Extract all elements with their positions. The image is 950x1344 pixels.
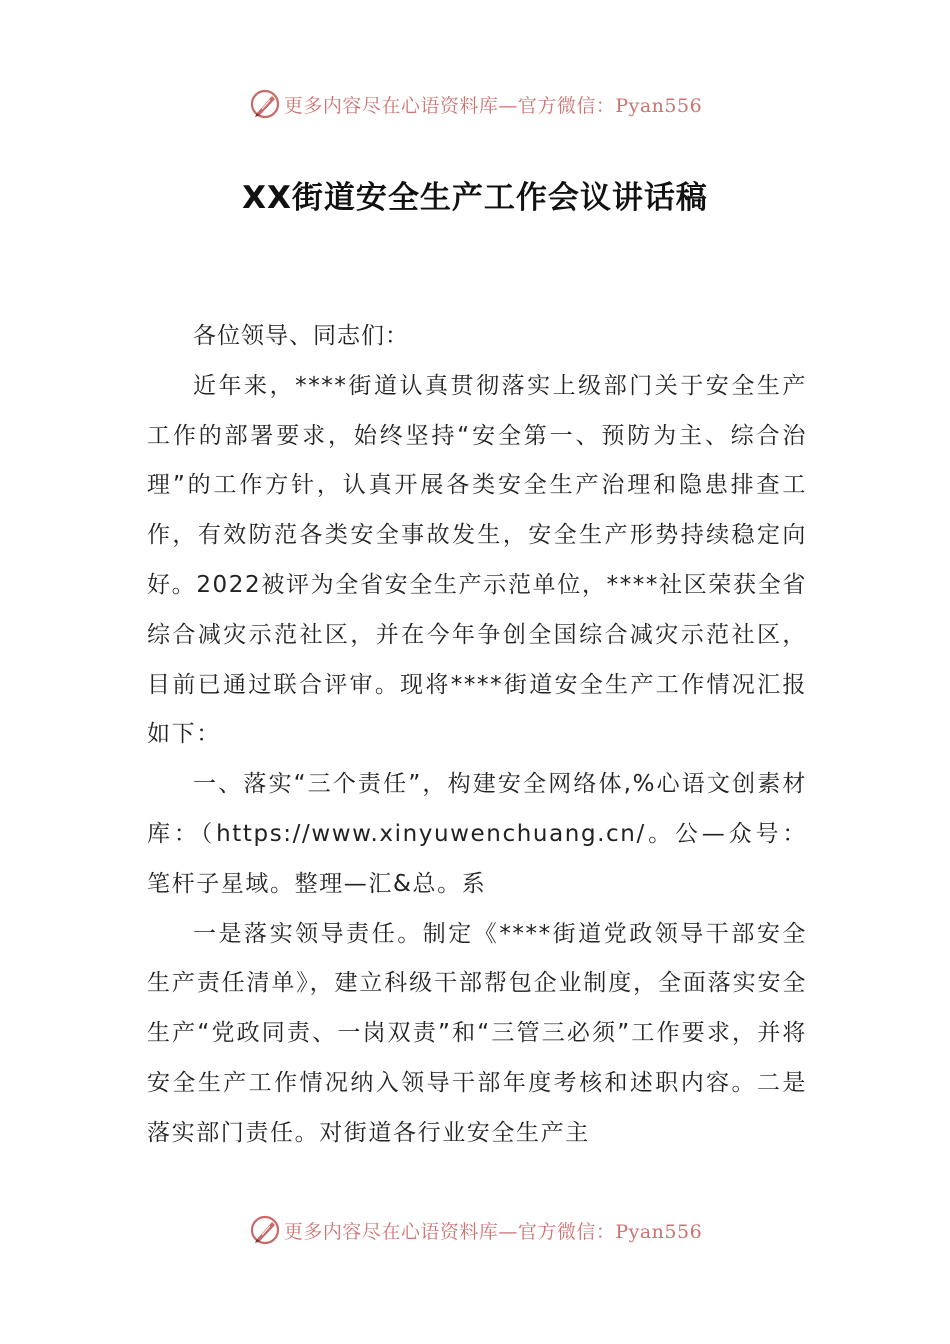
header-watermark bbox=[0, 84, 950, 124]
quill-pen-logo-icon bbox=[248, 1213, 282, 1247]
intro-paragraph: 近年来，****街道认真贯彻落实上级部门关于安全生产工作的部署要求，始终坚持“安全第一、预防为主、综合治理”的工作方针，认真开展各类安全生产治理和隐患排查工作，有效防范各类安全事故发生，安全生产形势持续稳定向好。2022被评为全省安全生产示范单位，****社区荣获全省综合减灾示范社区，并在今年争创全国综合减灾示范社区，目前已通过联合评审。现将****街道安全生产工作情况汇报如下： bbox=[147, 372, 807, 748]
section-heading-paragraph: 一、落实“三个责任”，构建安全网络体,%心语文创素材库：（https://www.xinyuwenchuang.cn/。公—众号：笔杆子星域。整理—汇&总。系 bbox=[147, 771, 807, 897]
document-title: XX街道安全生产工作会议讲话稿 bbox=[242, 180, 708, 216]
watermark-text: 更多内容尽在心语资料库—官方微信：Pyan556 bbox=[283, 94, 703, 117]
responsibility-paragraph: 一是落实领导责任。制定《****街道党政领导干部安全生产责任清单》，建立科级干部帮包企业制度，全面落实安全生产“党政同责、一岗双责”和“三管三必须”工作要求，并将安全生产工作情况纳入领导干部年度考核和述职内容。二是落实部门责任。对街道各行业安全生产主 bbox=[147, 920, 807, 1146]
footer-watermark bbox=[0, 1210, 950, 1250]
salutation-paragraph: 各位领导、同志们： bbox=[193, 323, 409, 349]
watermark-text: 更多内容尽在心语资料库—官方微信：Pyan556 bbox=[283, 1220, 703, 1243]
quill-pen-logo-icon bbox=[248, 87, 282, 121]
document-body bbox=[147, 312, 807, 1159]
